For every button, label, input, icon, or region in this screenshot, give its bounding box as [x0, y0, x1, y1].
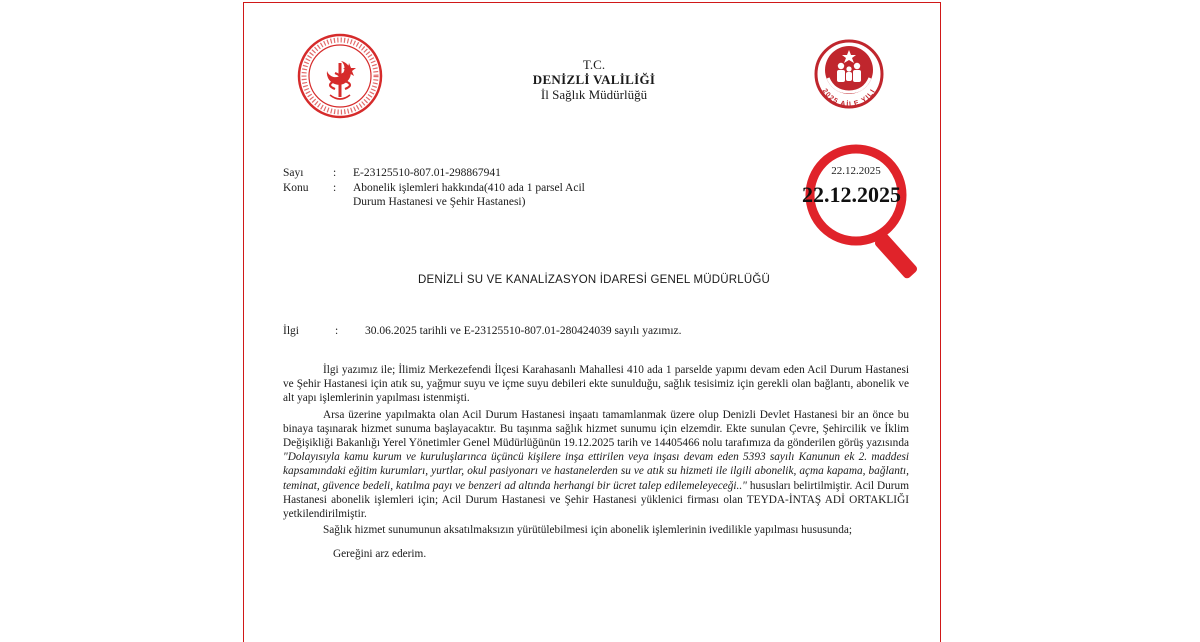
meta-sayi-row — [283, 166, 613, 181]
body-paragraph-3: Sağlık hizmet sunumunun aksatılmaksızın yürütülebilmesi için abonelik işlemlerinin ivedilikle yapılması hususunda; — [323, 524, 852, 537]
document-page — [243, 2, 941, 642]
body-paragraph-2 — [283, 408, 909, 522]
health-ministry-emblem-icon — [297, 33, 383, 119]
body-paragraph-2-b: hususları belirtilmiştir. Acil Durum Hastanesi abonelik işlemleri için; Acil Durum Hastanesi ve Şehir Hastanesi yüklenici firması olan TEYDA-İNTAŞ ADİ ORTAKLIĞI yetkilendirilmiştir. — [283, 479, 909, 521]
document-meta — [283, 166, 613, 210]
date-stamp — [764, 143, 939, 293]
family-year-logo-text: 2025 AİLE YILI — [820, 87, 878, 109]
reference-row — [283, 325, 903, 337]
closing-line: Gereğini arz ederim. — [333, 548, 427, 561]
body-paragraph-2-a: Arsa üzerine yapılmakta olan Acil Durum Hastanesi inşaatı tamamlanmak üzere olup Denizli Devlet Hastanesi bir an önce bu binaya taşınarak hizmet sunuma başlayacaktır. Bu taşınma sağlık hizmet sunumu için elzemdir. Ekte sunulan Çevre, Şehircilik ve İklim Değişikliği Bakanlığı Yerel Yönetimler Genel Müdürlüğünün 19.12.2025 tarih ve 14405466 nolu tarafımıza da gönderilen görüş yazısında — [283, 408, 909, 450]
body-paragraph-2-quote: "Dolayısıyla kamu kurum ve kuruluşlarınca üçüncü kişilere inşa ettirilen veya inşası devam eden 5393 sayılı Kanunun ek 2. maddesi kapsamındaki eğitim kurumları, yurtlar, okul pasiyonarı ve hastanelerden su ve atık su hizmeti ile ilgili abonelik, açma kapama, bağlantı, teminat, güvence bedeli, katılma payı ve benzeri ad altında herhangi bir ücret talep edilemeleyeceği.." — [283, 451, 909, 492]
sayi-colon: : — [333, 167, 337, 179]
sayi-label: Sayı — [283, 167, 304, 179]
addressee: DENİZLİ SU VE KANALİZASYON İDARESİ GENEL MÜDÜRLÜĞÜ — [417, 274, 771, 286]
letterhead-line-3: İl Sağlık Müdürlüğü — [540, 87, 648, 102]
family-year-logo-icon — [806, 34, 892, 120]
konu-value: Abonelik işlemleri hakkında(410 ada 1 parsel Acil Durum Hastanesi ve Şehir Hastanesi) — [353, 181, 585, 208]
sayi-value: E-23125510-807.01-298867941 — [353, 167, 501, 179]
letter-body — [283, 363, 909, 562]
ilgi-colon: : — [335, 325, 339, 337]
konu-colon: : — [333, 181, 337, 194]
ilgi-label: İlgi — [283, 325, 299, 337]
meta-konu-row — [283, 181, 613, 210]
stamp-date-small: 22.12.2025 — [831, 165, 881, 177]
letterhead-line-2: DENİZLİ VALİLİĞİ — [532, 72, 656, 87]
stamp-date-big: 22.12.2025 — [802, 182, 901, 207]
konu-label: Konu — [283, 181, 309, 194]
ilgi-value: 30.06.2025 tarihli ve E-23125510-807.01-280424039 sayılı yazımız. — [365, 325, 682, 337]
letterhead-line-1: T.C. — [582, 57, 606, 72]
body-paragraph-1: İlgi yazımız ile; İlimiz Merkezefendi İlçesi Karahasanlı Mahallesi 410 ada 1 parselde yapımı devam eden Acil Durum Hastanesi ve Şehir Hastanesi için atık su, yağmur suyu ve içme suyu debileri ekte sunulduğu, sağlık tesisimiz için gerekli olan bağlantı, abonelik ve alt yapı işlemlerinin yapılması istenmişti. — [283, 364, 909, 405]
letterhead — [454, 57, 734, 102]
